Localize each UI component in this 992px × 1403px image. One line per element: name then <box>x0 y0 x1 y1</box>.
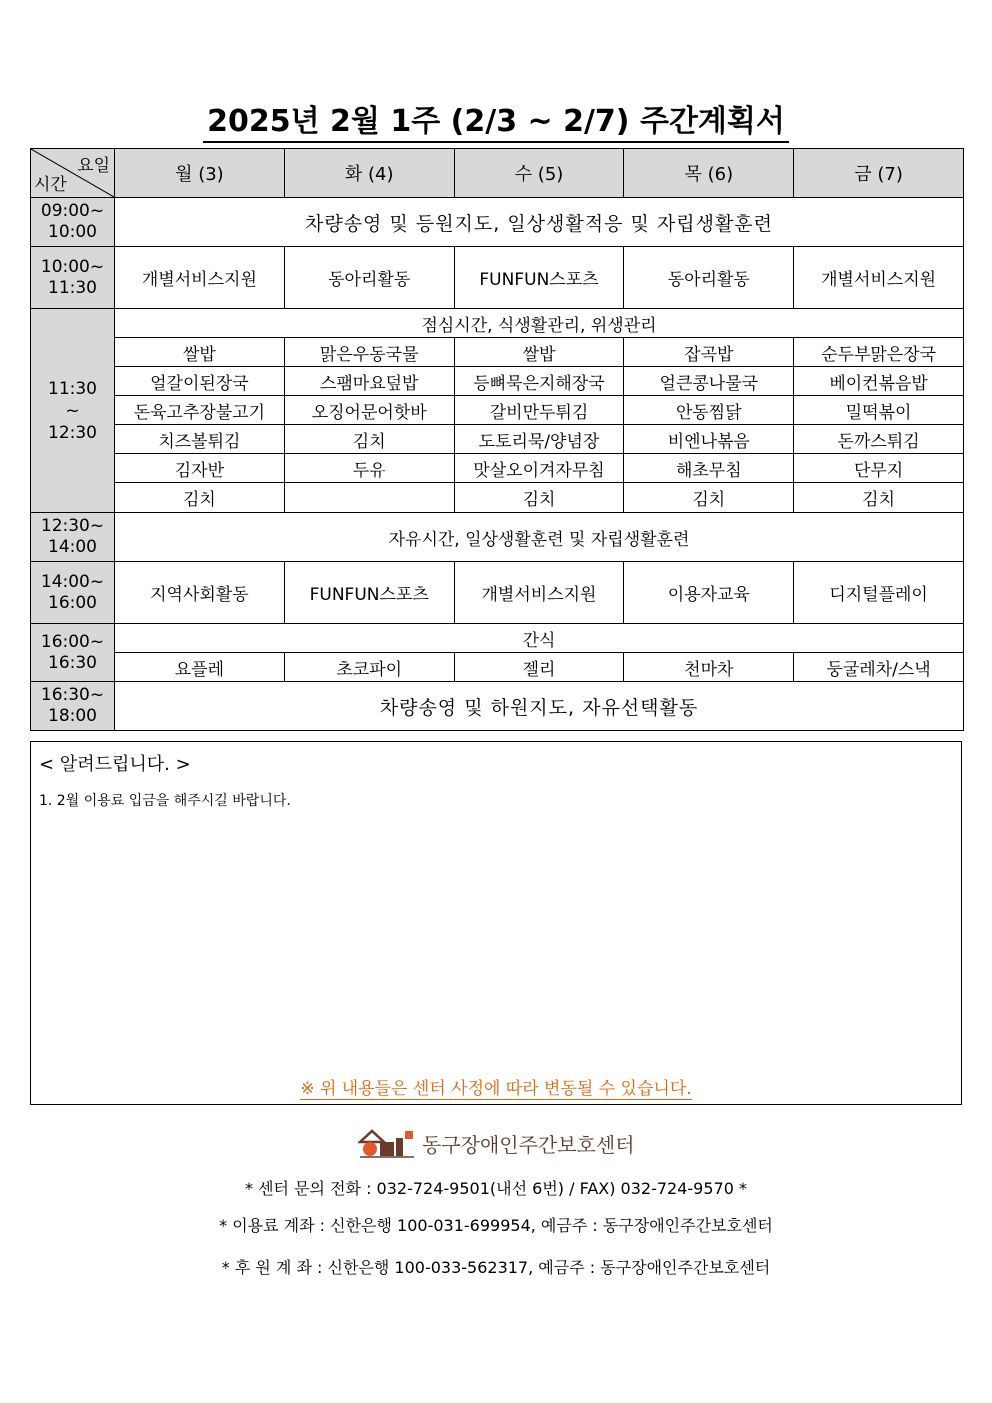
menu-row <box>31 454 964 483</box>
activity-cell: 디지털플레이 <box>794 562 964 624</box>
activity-cell: 동아리활동 <box>624 247 794 309</box>
activity-cell: 개별서비스지원 <box>794 247 964 309</box>
menu-item: 도토리묵/양념장 <box>454 425 624 454</box>
lunch-header-row <box>31 309 964 338</box>
time-cell: 14:00~ 16:00 <box>31 562 115 624</box>
activity-cell: 자유시간, 일상생활훈련 및 자립생활훈련 <box>115 513 964 562</box>
snack-header-row <box>31 624 964 653</box>
day-header-mon: 월 (3) <box>115 149 285 198</box>
menu-item: 밀떡볶이 <box>794 396 964 425</box>
notice-item: 1. 2월 이용료 입금을 해주시길 바랍니다. <box>39 793 291 809</box>
schedule-row <box>31 682 964 731</box>
menu-row <box>31 483 964 513</box>
snack-item: 초코파이 <box>284 653 454 682</box>
contact-phone: * 센터 문의 전화 : 032-724-9501(내선 6번) / FAX) 032-724-9570 * <box>245 1179 747 1198</box>
activity-cell: FUNFUN스포츠 <box>454 247 624 309</box>
snack-item: 요플레 <box>115 653 285 682</box>
activity-cell: 이용자교육 <box>624 562 794 624</box>
menu-row <box>31 425 964 454</box>
menu-item <box>284 483 454 513</box>
notice-heading: < 알려드립니다. > <box>39 754 191 775</box>
schedule-row <box>31 513 964 562</box>
house-logo-icon <box>358 1128 414 1158</box>
activity-cell: 점심시간, 식생활관리, 위생관리 <box>115 309 964 338</box>
fee-account: * 이용료 계좌 : 신한은행 100-031-699954, 예금주 : 동구장애인주간보호센터 <box>219 1216 773 1235</box>
change-warning: ※ 위 내용들은 센터 사정에 따라 변동될 수 있습니다. <box>300 1079 692 1099</box>
notice-box <box>30 741 962 1105</box>
page-title: 2025년 2월 1주 (2/3 ~ 2/7) 주간계획서 <box>0 96 992 140</box>
snack-item: 젤리 <box>454 653 624 682</box>
menu-item: 김자반 <box>115 454 285 483</box>
schedule-row <box>31 562 964 624</box>
activity-cell: 개별서비스지원 <box>454 562 624 624</box>
time-cell: 10:00~ 11:30 <box>31 247 115 309</box>
header-row <box>31 149 964 198</box>
time-label: 시간 <box>34 175 67 195</box>
activity-cell: 차량송영 및 등원지도, 일상생활적응 및 자립생활훈련 <box>115 198 964 247</box>
menu-item: 돈육고추장불고기 <box>115 396 285 425</box>
activity-cell: 차량송영 및 하원지도, 자유선택활동 <box>115 682 964 731</box>
activity-cell: 개별서비스지원 <box>115 247 285 309</box>
menu-item: 스팸마요덮밥 <box>284 367 454 396</box>
menu-item: 치즈볼튀김 <box>115 425 285 454</box>
menu-item: 해초무침 <box>624 454 794 483</box>
menu-item: 잡곡밥 <box>624 338 794 367</box>
activity-cell: FUNFUN스포츠 <box>284 562 454 624</box>
day-header-fri: 금 (7) <box>794 149 964 198</box>
menu-item: 맑은우동국물 <box>284 338 454 367</box>
snack-item: 천마차 <box>624 653 794 682</box>
snack-item: 둥굴레차/스낵 <box>794 653 964 682</box>
menu-item: 비엔나볶음 <box>624 425 794 454</box>
time-cell: 11:30 ~ 12:30 <box>31 309 115 513</box>
menu-item: 등뼈묵은지해장국 <box>454 367 624 396</box>
day-label: 요일 <box>77 156 110 176</box>
menu-row <box>31 367 964 396</box>
time-cell: 09:00~ 10:00 <box>31 198 115 247</box>
menu-item: 맛살오이겨자무침 <box>454 454 624 483</box>
time-cell: 16:00~ 16:30 <box>31 624 115 682</box>
menu-item: 단무지 <box>794 454 964 483</box>
menu-item: 돈까스튀김 <box>794 425 964 454</box>
menu-item: 순두부맑은장국 <box>794 338 964 367</box>
schedule-row <box>31 247 964 309</box>
schedule-table <box>30 148 964 731</box>
menu-item: 김치 <box>115 483 285 513</box>
logo-text: 동구장애인주간보호센터 <box>422 1132 635 1157</box>
activity-cell: 동아리활동 <box>284 247 454 309</box>
menu-item: 김치 <box>454 483 624 513</box>
menu-row <box>31 396 964 425</box>
snack-row <box>31 653 964 682</box>
menu-item: 오징어문어핫바 <box>284 396 454 425</box>
menu-item: 얼갈이된장국 <box>115 367 285 396</box>
menu-item: 김치 <box>284 425 454 454</box>
menu-item: 두유 <box>284 454 454 483</box>
menu-row <box>31 338 964 367</box>
activity-cell: 간식 <box>115 624 964 653</box>
menu-item: 김치 <box>794 483 964 513</box>
corner-header <box>31 149 115 198</box>
menu-item: 안동찜닭 <box>624 396 794 425</box>
time-cell: 12:30~ 14:00 <box>31 513 115 562</box>
menu-item: 쌀밥 <box>454 338 624 367</box>
day-header-wed: 수 (5) <box>454 149 624 198</box>
menu-item: 베이컨볶음밥 <box>794 367 964 396</box>
day-header-tue: 화 (4) <box>284 149 454 198</box>
menu-item: 김치 <box>624 483 794 513</box>
time-cell: 16:30~ 18:00 <box>31 682 115 731</box>
day-header-thu: 목 (6) <box>624 149 794 198</box>
activity-cell: 지역사회활동 <box>115 562 285 624</box>
schedule-row <box>31 198 964 247</box>
support-account: * 후 원 계 좌 : 신한은행 100-033-562317, 예금주 : 동구장애인주간보호센터 <box>221 1258 771 1277</box>
menu-item: 갈비만두튀김 <box>454 396 624 425</box>
menu-item: 얼큰콩나물국 <box>624 367 794 396</box>
center-logo <box>358 1126 635 1160</box>
menu-item: 쌀밥 <box>115 338 285 367</box>
